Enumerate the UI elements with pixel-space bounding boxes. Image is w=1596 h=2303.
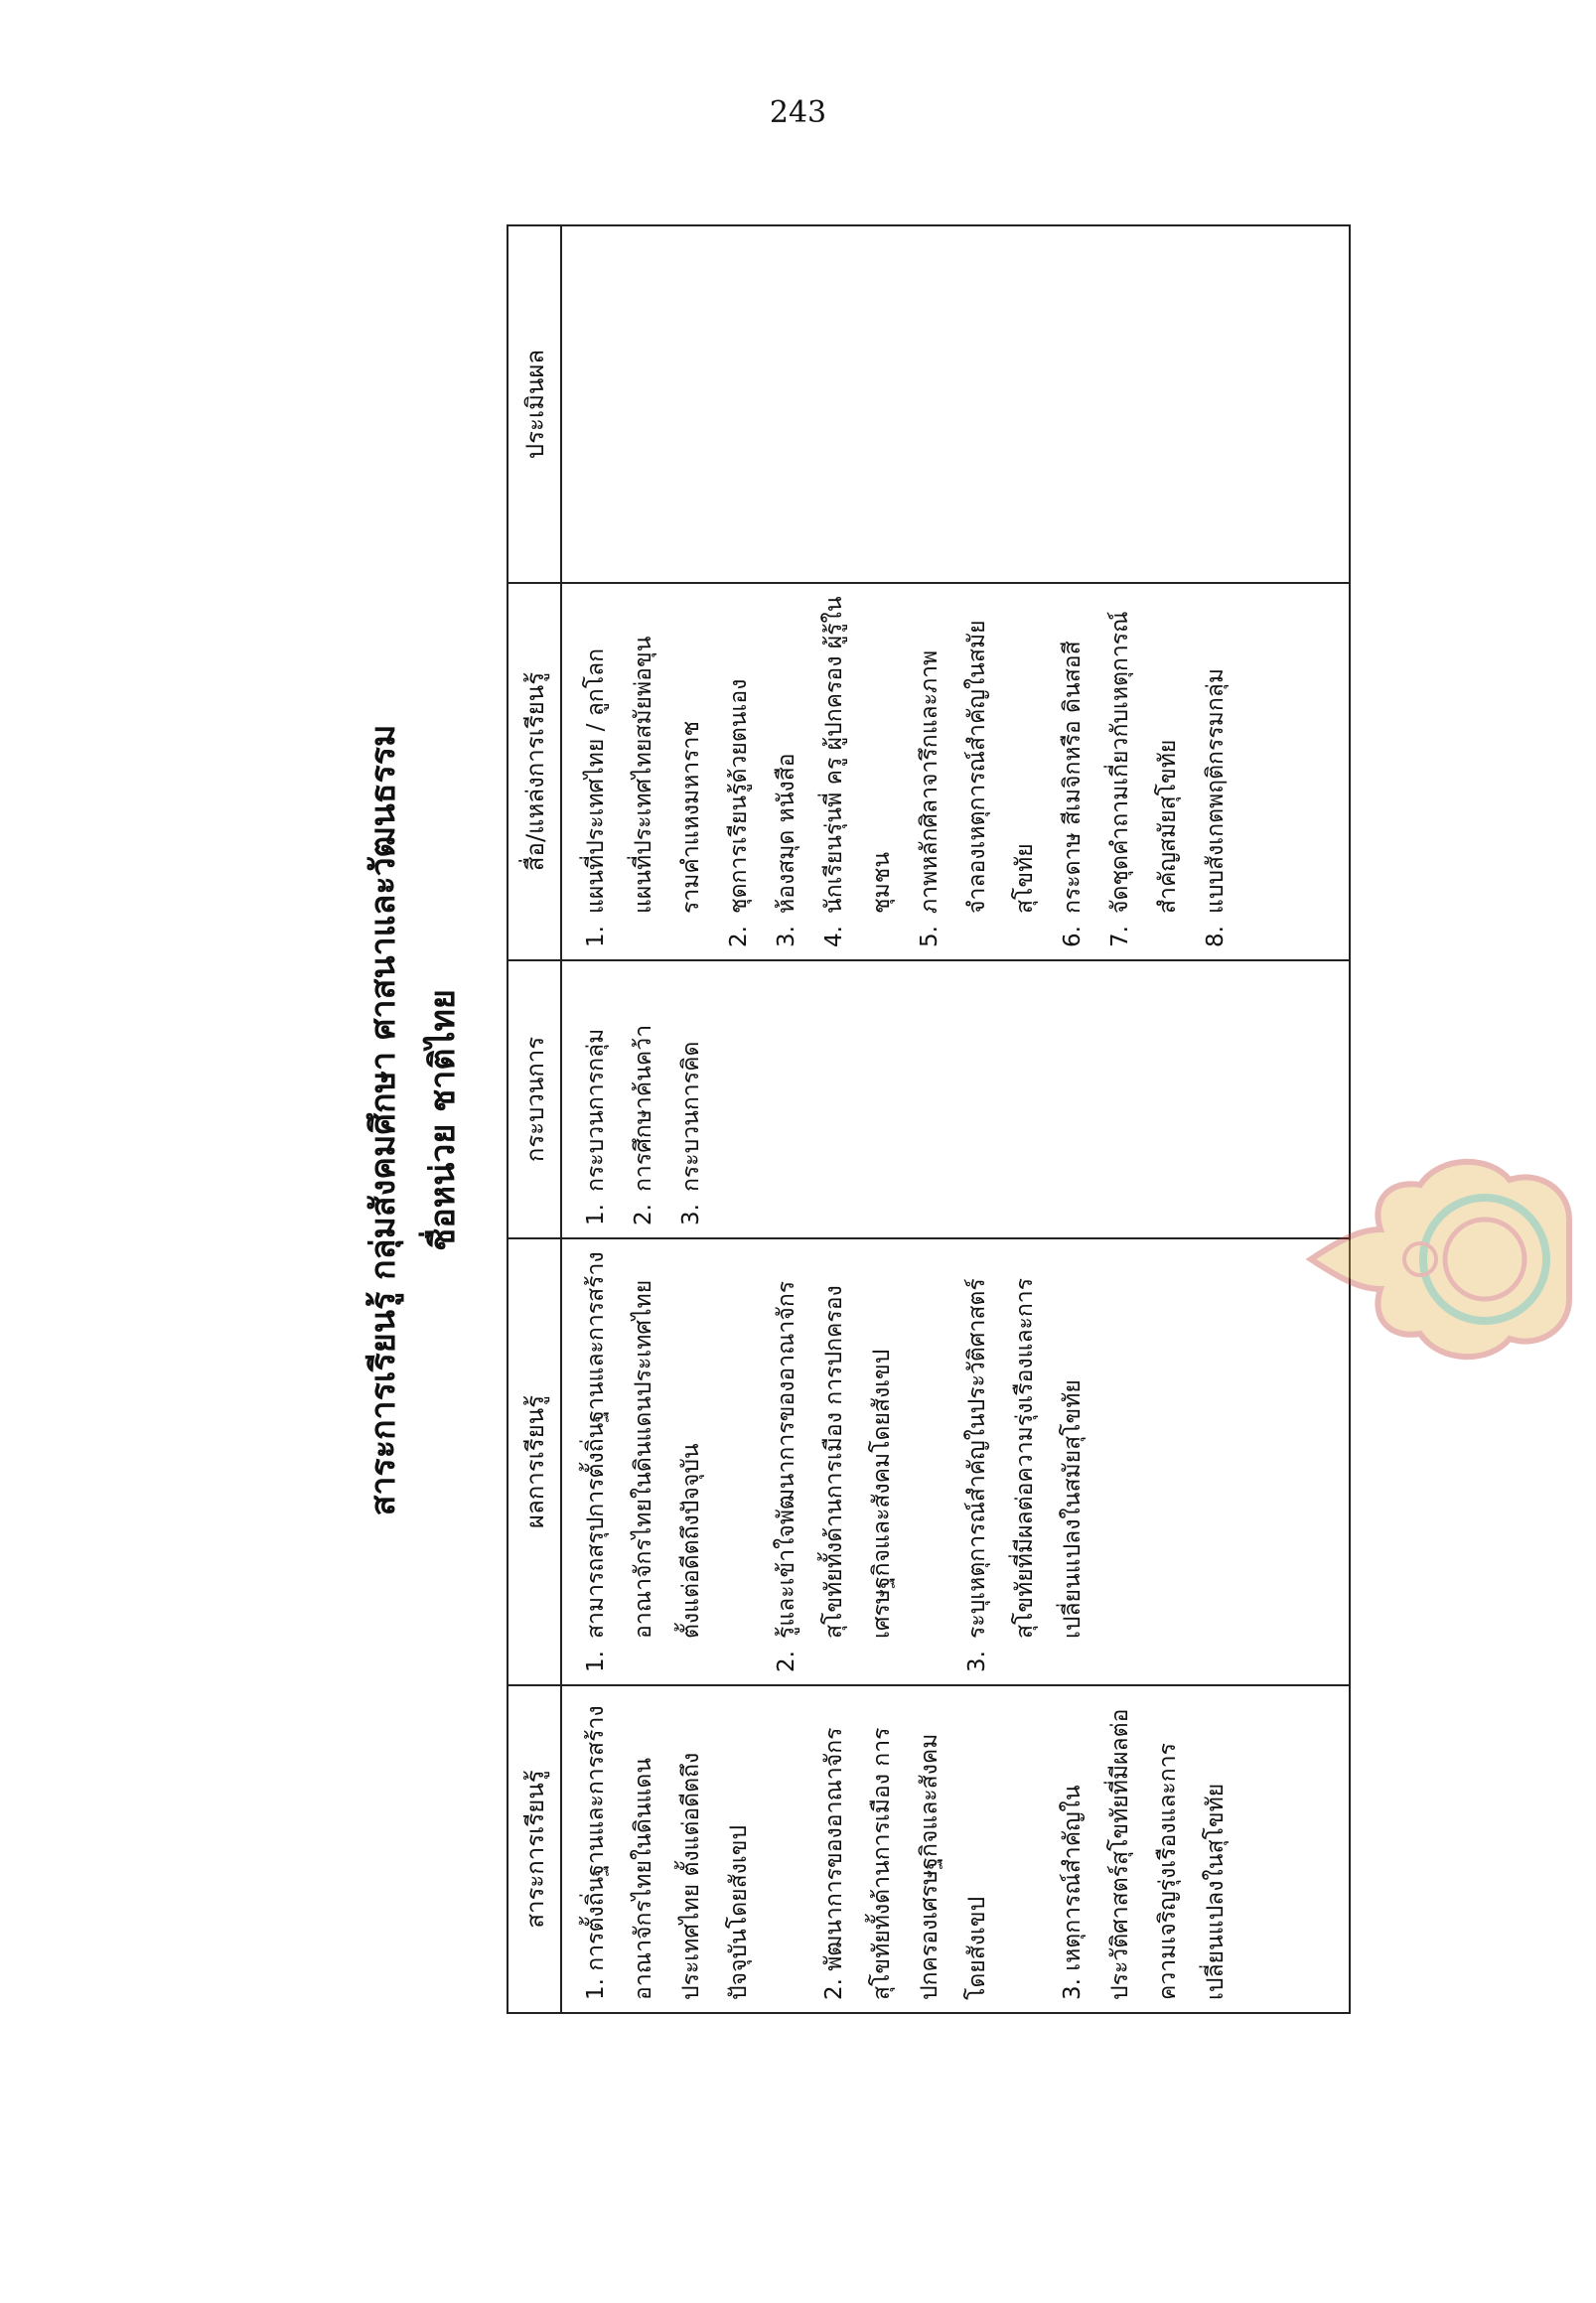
learning-plan-table — [507, 224, 1351, 2014]
media-item-8 — [1192, 596, 1239, 947]
process-number: 1. — [583, 1204, 609, 1225]
table-row — [561, 225, 1350, 2013]
page-number: 243 — [769, 95, 827, 130]
media-item-2 — [715, 596, 763, 947]
media-text: กระดาษ สีเมจิกหรือ ดินสอสี — [1060, 641, 1086, 914]
media-text: ภาพหลักศิลาจารึกและภาพจำลองเหตุการณ์สำคัญในสมัยสุโขทัย — [917, 620, 1038, 914]
outcome-text: ระบุเหตุการณ์สำคัญในประวัติศาสตร์สุโขทัยที่มีผลต่อความรุ่งเรืองและการเปลี่ยนแปลงในสมัยสุโขทัย — [964, 1277, 1086, 1639]
process-item-2 — [620, 973, 667, 1225]
outcome-item-1 — [572, 1251, 715, 1672]
outcome-number: 2. — [774, 1651, 799, 1672]
evaluation-cell — [561, 225, 1350, 583]
media-item-3 — [763, 596, 810, 947]
media-number: 8. — [1203, 926, 1229, 947]
process-text: กระบวนการกลุ่ม — [583, 1028, 609, 1192]
header-process: กระบวนการ — [508, 960, 561, 1238]
outcome-item-2 — [763, 1251, 906, 1672]
media-text: นักเรียนรุ่นพี่ ครู ผู้ปกครอง ผู้รู้ในชุมชน — [821, 596, 895, 914]
media-text: จัดชุดคำถามเกี่ยวกับเหตุการณ์สำคัญสมัยสุโขทัย — [1107, 611, 1181, 914]
process-number: 3. — [678, 1204, 704, 1225]
outcome-number: 1. — [583, 1651, 609, 1672]
media-text: ห้องสมุด หนังสือ — [774, 753, 799, 914]
media-item-5 — [906, 596, 1049, 947]
media-number: 2. — [726, 926, 752, 947]
unit-name: ชื่อหน่วย ชาติไทย — [423, 989, 463, 1251]
process-number: 2. — [631, 1204, 656, 1225]
header-content: สาระการเรียนรู้ — [508, 1685, 561, 2013]
outcome-number: 3. — [964, 1651, 990, 1672]
media-item-4 — [810, 596, 906, 947]
content-cell — [561, 1685, 1350, 2013]
media-text: แผนที่ประเทศไทย / ลูกโลก แผนที่ประเทศไทยสมัยพ่อขุนรามคำแหงมหาราช — [583, 636, 704, 914]
process-text: การศึกษาค้นคว้า — [631, 1024, 656, 1192]
media-number: 1. — [583, 926, 609, 947]
outcomes-cell — [561, 1238, 1350, 1685]
media-number: 3. — [774, 926, 799, 947]
process-cell — [561, 960, 1350, 1238]
document-title: สาระการเรียนรู้ กลุ่มสังคมศึกษา ศาสนาและวัฒนธรรม — [363, 724, 403, 1516]
content-item-1: 1. การตั้งถิ่นฐานและการสร้างอาณาจักรไทยในดินแดนประเทศไทย ตั้งแต่อดีตถึงปัจจุบันโดยสังเขป — [583, 1705, 752, 2000]
media-number: 4. — [821, 926, 847, 947]
header-outcomes: ผลการเรียนรู้ — [508, 1238, 561, 1685]
header-media: สื่อ/แหล่งการเรียนรู้ — [508, 583, 561, 960]
header-evaluation: ประเมินผล — [508, 225, 561, 583]
process-text: กระบวนการคิด — [678, 1041, 704, 1192]
content-item-3: 3. เหตุการณ์สำคัญในประวัติศาสตร์สุโขทัยที่มีผลต่อความเจริญรุ่งเรืองและการเปลี่ยนแปลงในสุโขทัย — [1060, 1708, 1229, 2000]
outcome-text: รู้และเข้าใจพัฒนาการของอาณาจักรสุโขทัยทั้งด้านการเมือง การปกครองเศรษฐกิจและสังคมโดยสังเขป — [774, 1280, 895, 1639]
title-block — [338, 226, 497, 2014]
table-header-row — [508, 225, 561, 2013]
process-item-3 — [667, 973, 715, 1225]
media-number: 6. — [1060, 926, 1086, 947]
media-item-6 — [1049, 596, 1096, 947]
outcome-item-3 — [953, 1251, 1096, 1672]
media-cell — [561, 583, 1350, 960]
media-item-1 — [572, 596, 715, 947]
media-text: ชุดการเรียนรู้ด้วยตนเอง — [726, 678, 752, 914]
outcome-text: สามารถสรุปการตั้งถิ่นฐานและการสร้างอาณาจักรไทยในดินแดนประเทศไทยตั้งแต่อดีตถึงปัจจุบัน — [583, 1251, 704, 1639]
media-number: 7. — [1107, 926, 1133, 947]
content-item-2: 2. พัฒนาการของอาณาจักรสุโขทัยทั้งด้านการเมือง การปกครองเศรษฐกิจและสังคมโดยสังเขป — [821, 1727, 990, 2000]
rotated-content — [338, 226, 1351, 2014]
process-item-1 — [572, 973, 620, 1225]
media-item-7 — [1096, 596, 1192, 947]
media-text: แบบสังเกตพฤติกรรมกลุ่ม — [1203, 667, 1229, 914]
media-number: 5. — [917, 926, 943, 947]
